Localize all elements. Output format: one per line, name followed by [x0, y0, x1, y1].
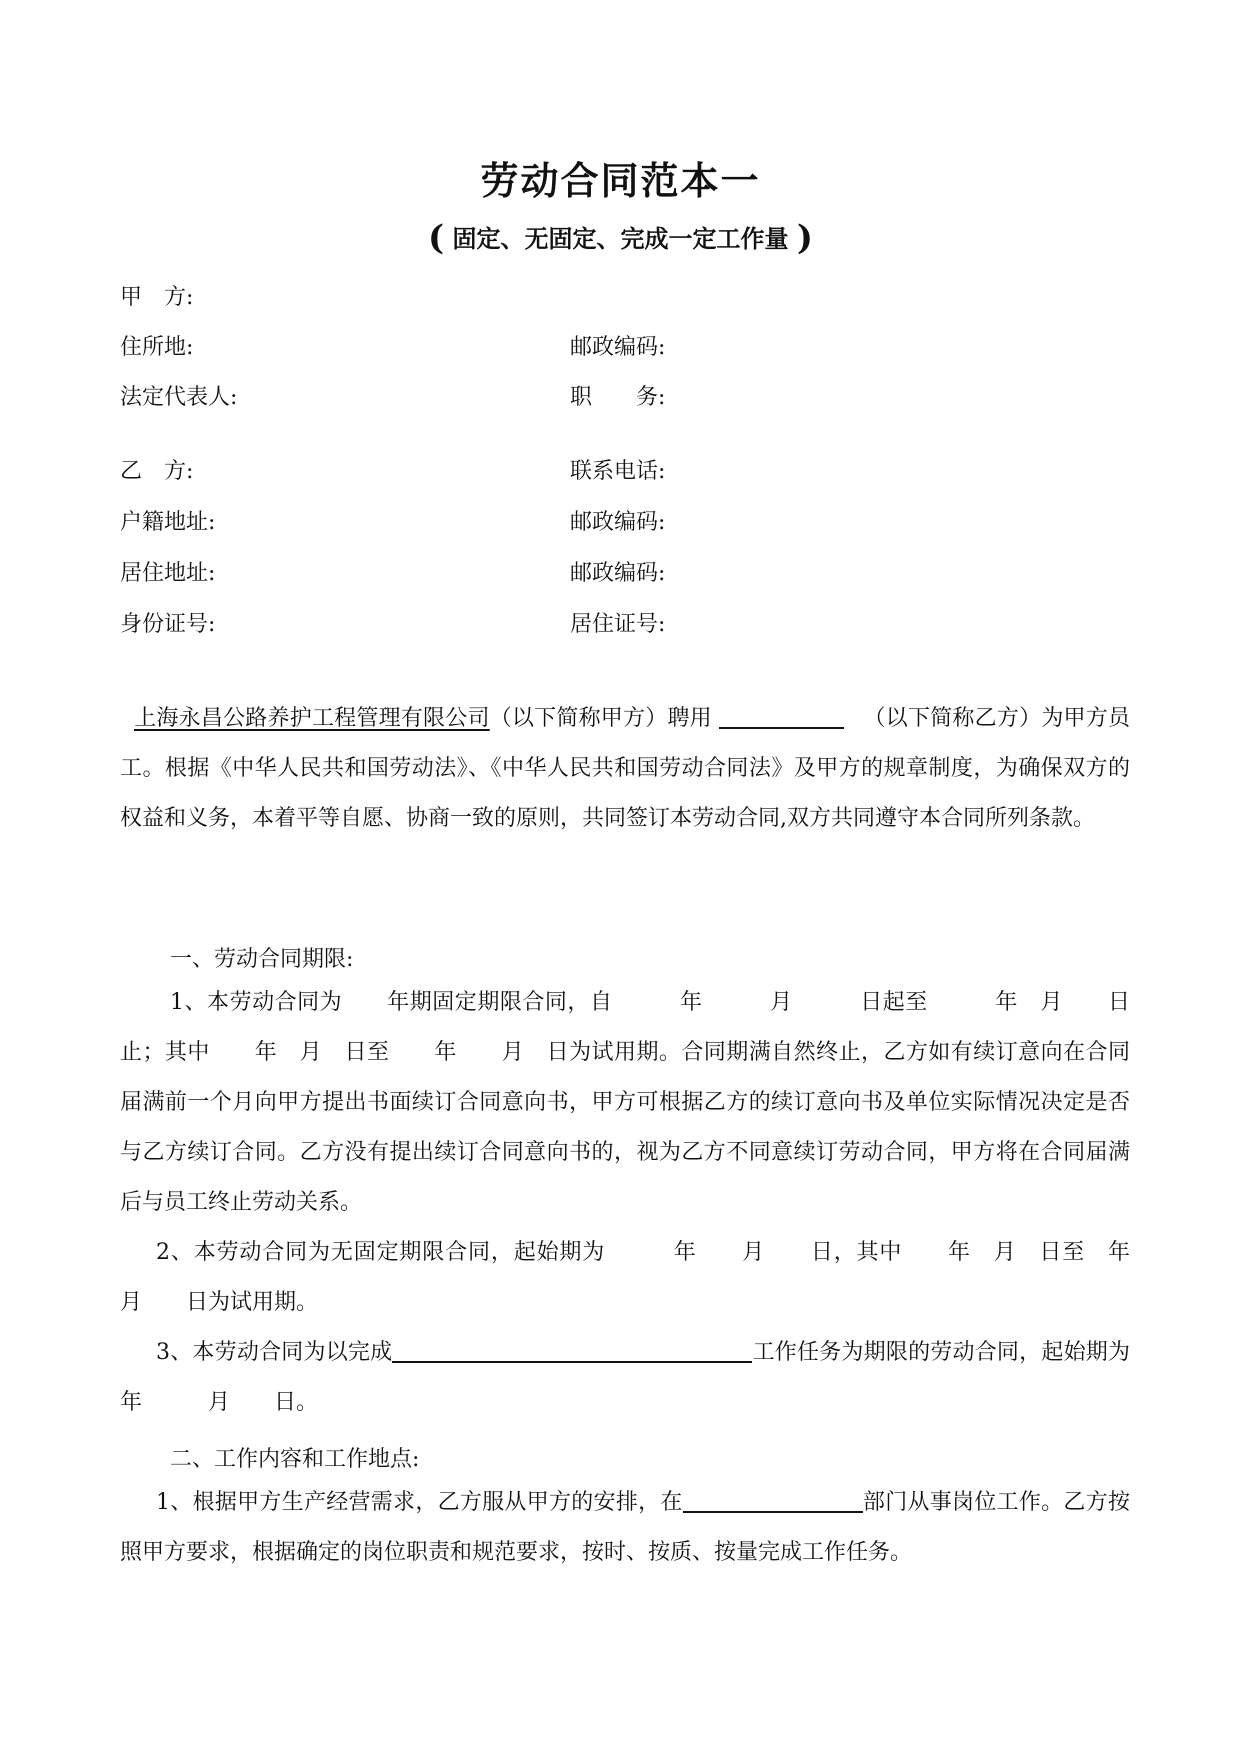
subtitle-open-paren: (: [428, 218, 445, 258]
party-b-residence-postcode-label: 邮政编码:: [570, 561, 666, 586]
section1-item3: [120, 1328, 1197, 1428]
party-a-address-label: 住所地:: [120, 335, 194, 360]
section1-item1: 1、本劳动合同为 年期固定期限合同，自 年 月 日起至 年 月 日止；其中 年 月 日至 年 月 日为试用期。合同期满自然终止，乙方如有续订意向在合同届满前一个月向甲方提出书面续订合同意向书，甲方可根据乙方的续订意向书及单位实际情况决定是否与乙方续订合同。乙方没有提出续订合同意向书的，视为乙方不同意续订劳动合同，甲方将在合同届满后与员工终止劳动关系。: [120, 990, 1130, 1215]
company-name: 上海永昌公路养护工程管理有限公司: [134, 706, 490, 731]
department-blank: [683, 1489, 863, 1513]
section1-item2: 2、本劳动合同为无固定期限合同，起始期为 年 月 日，其中 年 月 日至 年 月 日为试用期。: [120, 1240, 1175, 1315]
section2-heading: 二、工作内容和工作地点:: [170, 1447, 420, 1472]
section2-item1-pre: 1、根据甲方生产经营需求，乙方服从甲方的安排，在: [156, 1490, 683, 1515]
party-b-id-label: 身份证号:: [120, 612, 216, 637]
party-a-name-label: 甲 方:: [120, 285, 194, 310]
intro-part2: （以下简称乙方）: [863, 706, 1042, 731]
section2-item1: [120, 1478, 1130, 1578]
subtitle-close-paren: ): [796, 218, 813, 258]
party-a-postcode-label: 邮政编码:: [570, 335, 666, 360]
subtitle-text: 固定、无固定、完成一定工作量: [452, 224, 789, 253]
section2-item1-post: 部门从事岗位工作。乙方按照甲方要求，根据确定的岗位职责和规范要求，按时、按质、按量完成工作任务。: [120, 1490, 1130, 1565]
party-b-name-label: 乙 方:: [120, 459, 194, 484]
party-a-position-label: 职 务:: [570, 385, 666, 410]
party-b-phone-label: 联系电话:: [570, 459, 666, 484]
item3-post: 工作任务为期限的劳动合同，起始期为 年 月 日。: [120, 1340, 1197, 1415]
intro-paragraph: [120, 694, 1130, 844]
intro-rest: 为甲方员工。根据《中华人民共和国劳动法》、《中华人民共和国劳动合同法》及甲方的规章制度，为确保双方的权益和义务，本着平等自愿、协商一致的原则，共同签订本劳动合同,双方共同遵守本合同所列条款。: [120, 706, 1130, 831]
party-b-huji-postcode-label: 邮政编码:: [570, 510, 666, 535]
party-b-huji-label: 户籍地址:: [120, 510, 216, 535]
document-subtitle: [0, 218, 1241, 258]
employee-name-blank: [719, 705, 844, 729]
section1-heading: 一、劳动合同期限:: [170, 947, 354, 972]
item3-pre: 3、本劳动合同为以完成: [156, 1340, 393, 1365]
intro-part1: （以下简称甲方）聘用: [489, 706, 712, 731]
document-title: 劳动合同范本一: [480, 158, 761, 203]
party-b-permit-label: 居住证号:: [570, 612, 666, 637]
party-a-rep-label: 法定代表人:: [120, 385, 238, 410]
party-b-residence-label: 居住地址:: [120, 561, 216, 586]
task-blank: [392, 1339, 752, 1363]
